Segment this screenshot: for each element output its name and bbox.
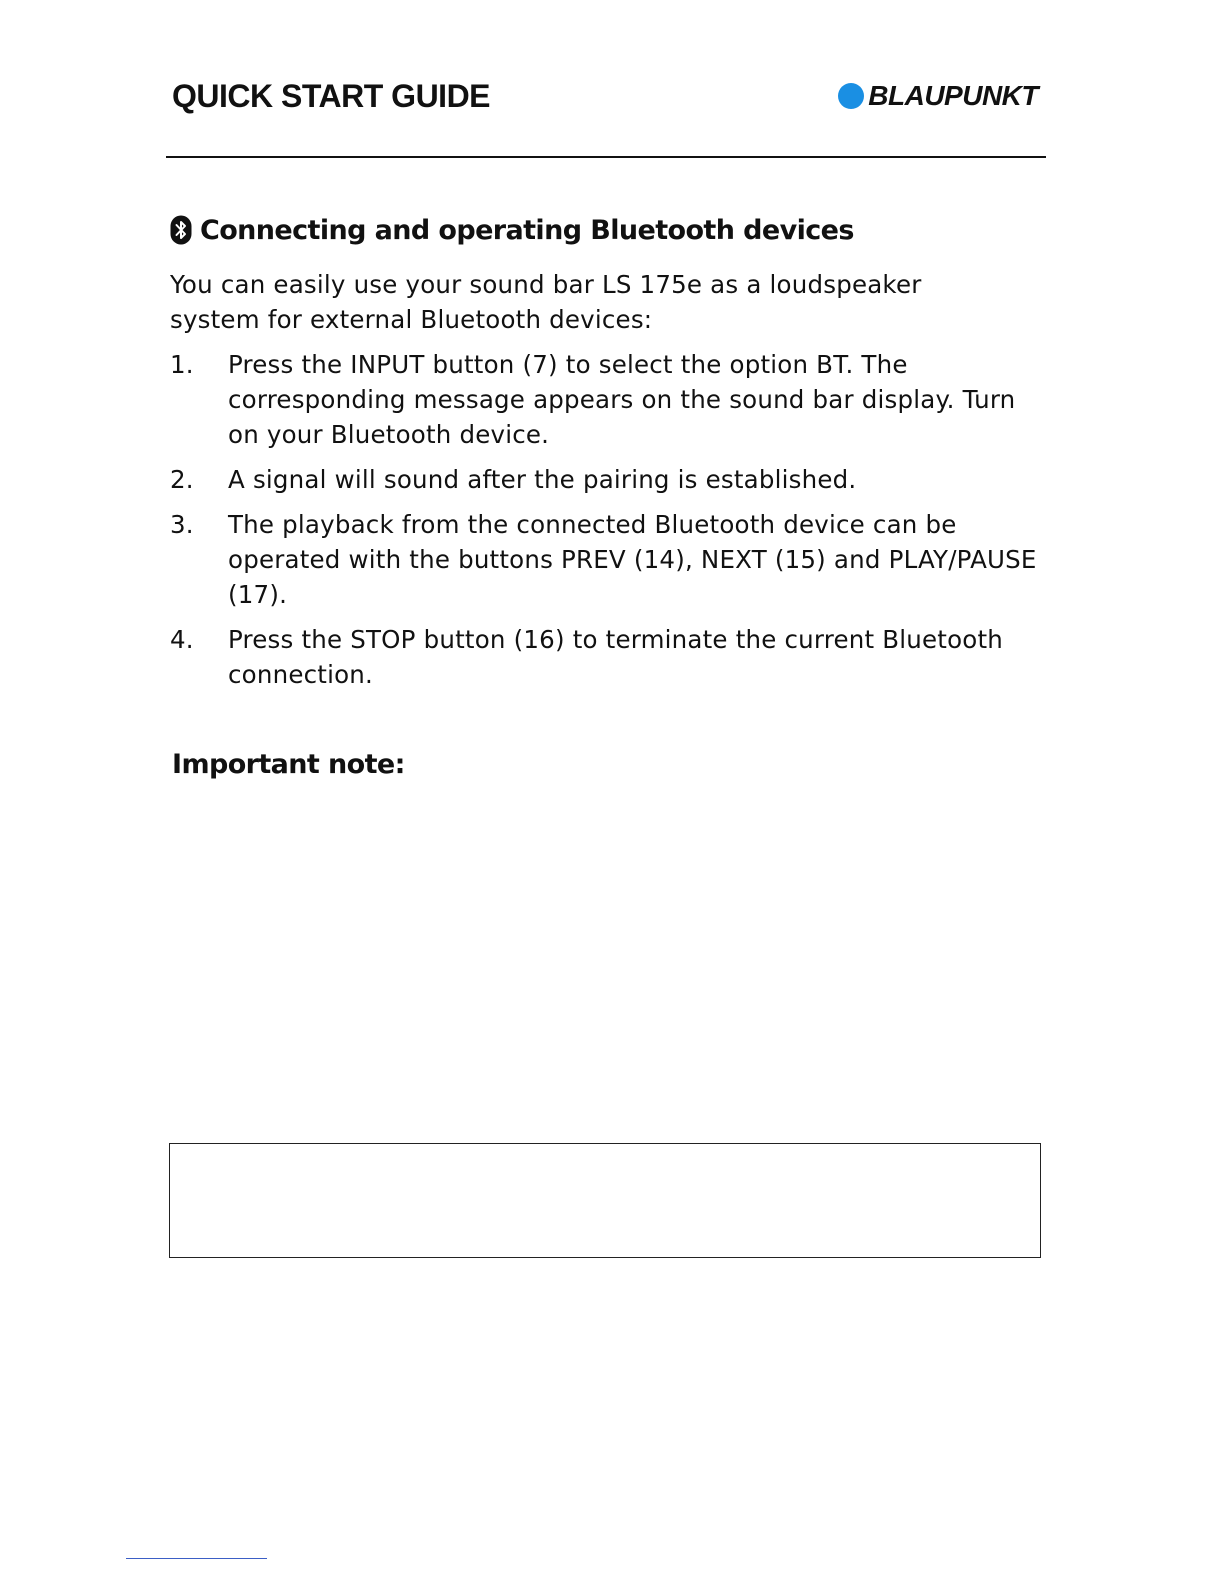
section-heading: [170, 208, 1070, 252]
section-title: Connecting and operating Bluetooth devices: [200, 214, 854, 246]
step-text: Press the INPUT button (7) to select the option BT. The corresponding message appears on the sound bar display. Turn on your Bluetooth device.: [228, 350, 1016, 449]
step-number: 1.: [170, 350, 194, 379]
steps-list: [170, 347, 1070, 692]
footer-link-underline[interactable]: [126, 1558, 267, 1559]
intro-paragraph: You can easily use your sound bar LS 175e as a loudspeaker system for external Bluetooth devices:: [170, 270, 922, 334]
important-note-heading: Important note:: [172, 749, 405, 780]
brand-dot-icon: [838, 83, 864, 109]
guide-title: QUICK START GUIDE: [172, 78, 491, 114]
header-divider: [166, 156, 1046, 158]
brand-name: BLAUPUNKT: [868, 80, 1038, 111]
list-item: [170, 462, 1070, 497]
note-box: [169, 1143, 1041, 1258]
list-item: [170, 622, 1070, 692]
step-number: 2.: [170, 465, 194, 494]
step-text: A signal will sound after the pairing is established.: [228, 465, 857, 494]
step-text: Press the STOP button (16) to terminate the current Bluetooth connection.: [228, 625, 1003, 689]
step-number: 3.: [170, 510, 194, 539]
bluetooth-section: [170, 208, 1070, 702]
step-text: The playback from the connected Bluetooth device can be operated with the buttons PREV (14), NEXT (15) and PLAY/PAUSE (17).: [228, 510, 1037, 609]
list-item: [170, 507, 1070, 612]
step-number: 4.: [170, 625, 194, 654]
page-header: [172, 74, 1042, 118]
bluetooth-icon: [170, 215, 192, 245]
brand-logo: [838, 82, 1038, 110]
list-item: [170, 347, 1070, 452]
